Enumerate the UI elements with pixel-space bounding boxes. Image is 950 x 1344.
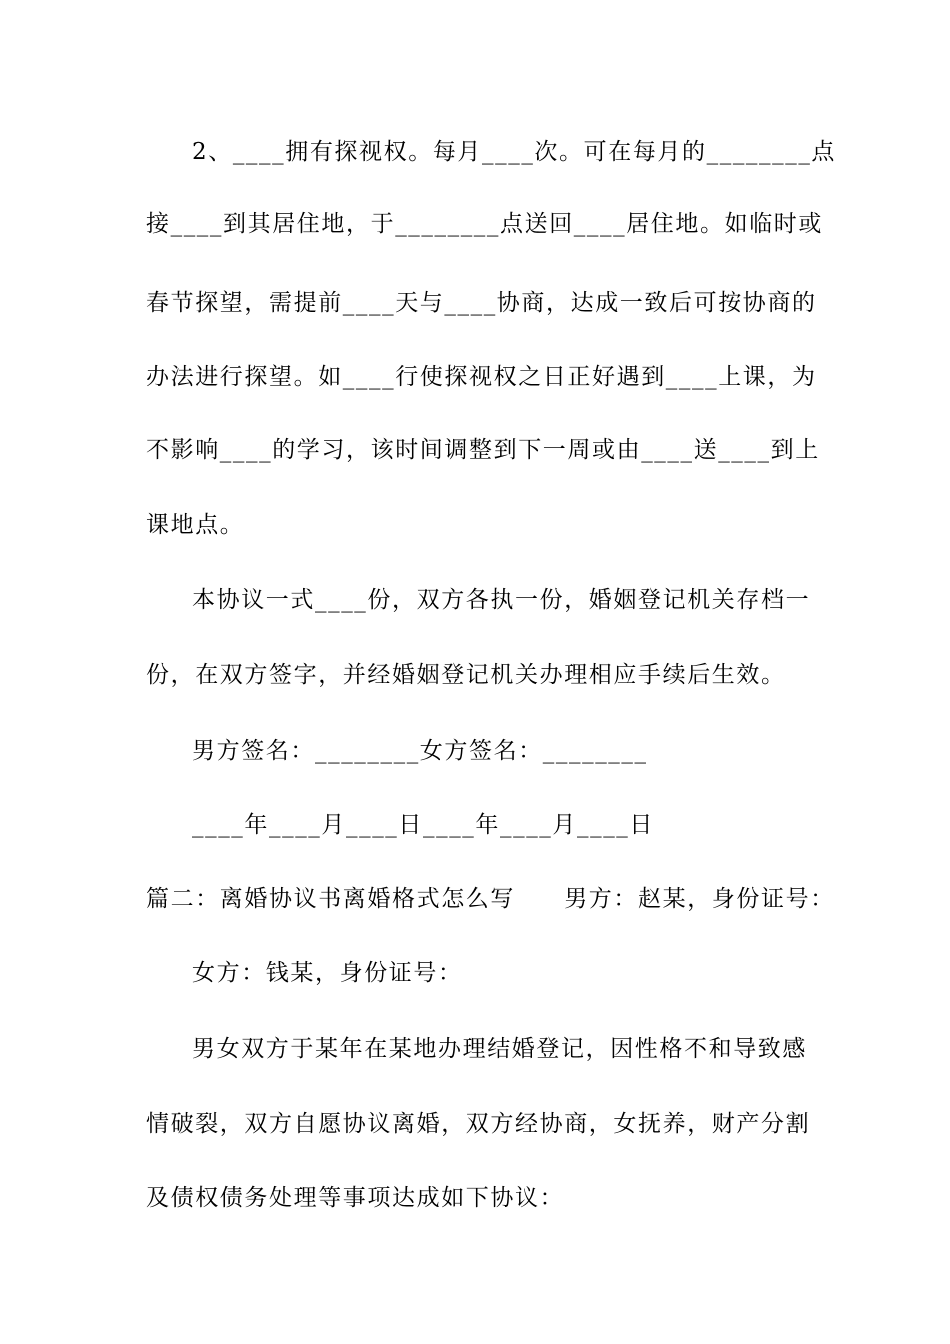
paragraph-2-line-2: 接____到其居住地，于________点送回____居住地。如临时或 <box>146 211 823 237</box>
signature-line: 男方签名：________女方签名：________ <box>192 738 648 764</box>
agreement-intro-line-3: 及债权债务处理等事项达成如下协议： <box>146 1185 565 1211</box>
agreement-intro-line-2: 情破裂，双方自愿协议离婚，双方经协商，女抚养，财产分割 <box>146 1111 811 1137</box>
female-party-line: 女方：钱某，身份证号： <box>192 960 463 986</box>
copies-clause-line-1: 本协议一式____份，双方各执一份，婚姻登记机关存档一 <box>192 587 811 613</box>
agreement-intro-line-1: 男女双方于某年在某地办理结婚登记，因性格不和导致感 <box>192 1036 807 1062</box>
date-line: ____年____月____日____年____月____日 <box>192 812 654 838</box>
paragraph-2-line-6: 课地点。 <box>146 512 245 538</box>
copies-clause-line-2: 份，在双方签字，并经婚姻登记机关办理相应手续后生效。 <box>146 662 786 688</box>
paragraph-2-line-1: 2、____拥有探视权。每月____次。可在每月的________点 <box>192 139 837 165</box>
paragraph-2-line-5: 不影响____的学习，该时间调整到下一周或由____送____到上 <box>146 437 820 463</box>
section-heading-line: 篇二：离婚协议书离婚格式怎么写 男方：赵某，身份证号： <box>146 886 835 912</box>
paragraph-2-line-3: 春节探望，需提前____天与____协商，达成一致后可按协商的 <box>146 290 817 316</box>
paragraph-2-line-4: 办法进行探望。如____行使探视权之日正好遇到____上课，为 <box>146 364 817 390</box>
